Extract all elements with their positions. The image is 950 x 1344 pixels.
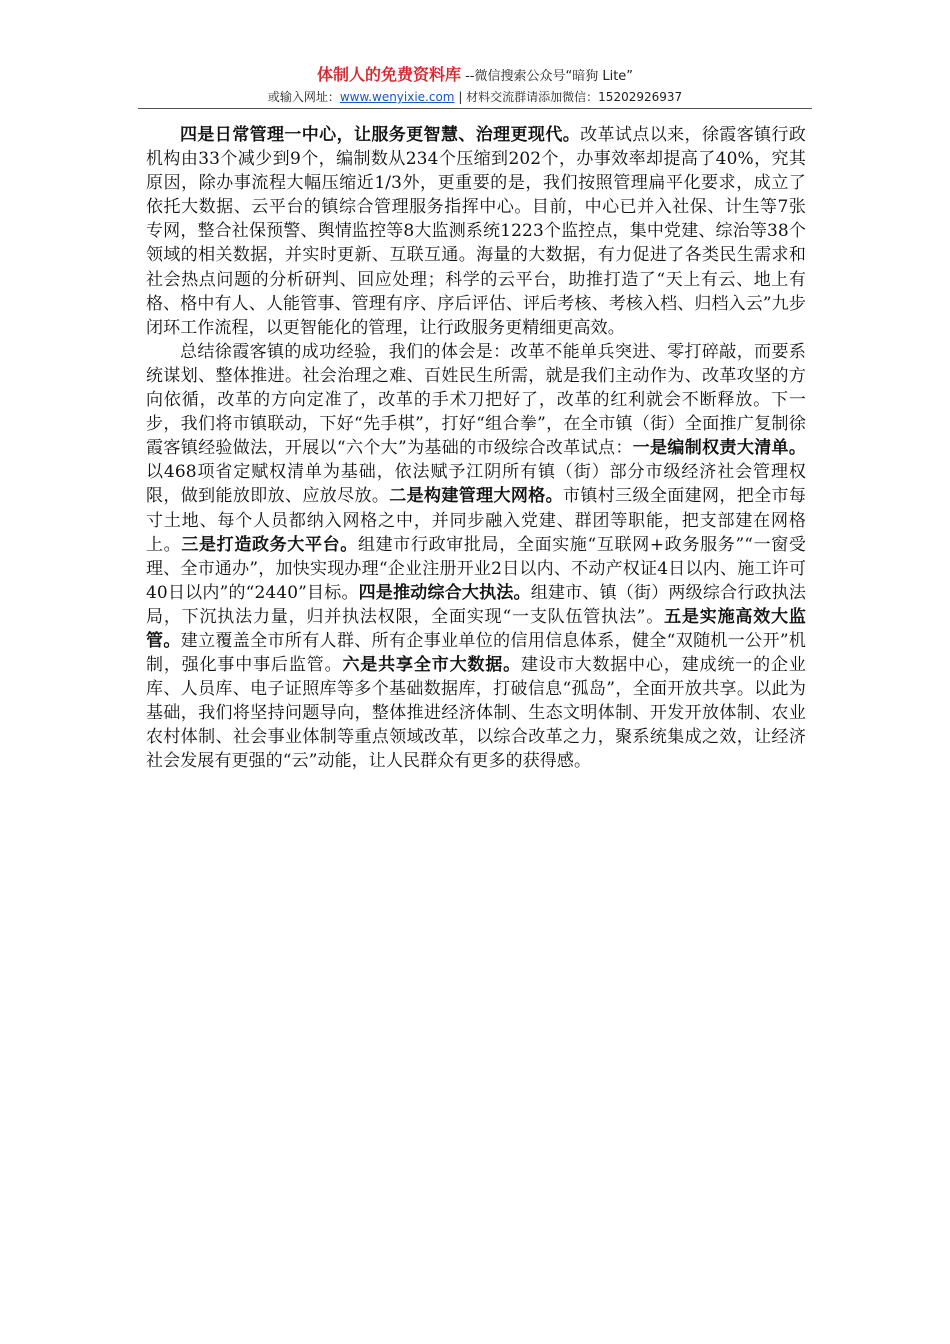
header-banner <box>0 66 950 86</box>
point-3-heading: 三是打造政务大平台。 <box>181 534 358 555</box>
document-body <box>146 123 806 774</box>
website-link[interactable]: www.wenyixie.com <box>339 90 455 104</box>
point-2-heading: 二是构建管理大网格。 <box>389 486 564 507</box>
paragraph-2-text-2: 以468项省定赋权清单为基础，依法赋予江阴所有镇（街）部分市级经济社会管理权限，做到能放即放、应放尽放。 <box>146 462 806 507</box>
point-5-heading: 五是实施高效大监管。 <box>146 606 806 651</box>
page-header <box>0 66 950 106</box>
point-6-heading: 六是共享全市大数据。 <box>342 655 522 676</box>
header-divider <box>138 108 812 109</box>
header-contact-line <box>0 88 950 106</box>
paragraph-2-text-8: 组建市、镇（街）两级综合行政执法局，下沉执法力量，归并执法权限，全面实现“一支队伍管执法”。 <box>146 582 806 627</box>
header-contact: | 材料交流群请添加微信：15202926937 <box>454 90 683 104</box>
paragraph-2-text-4: 市镇村三级全面建网，把全市每寸土地、每个人员都纳入网格之中，并同步融入党建、群团等职能，把支部建在网格上。 <box>146 486 807 555</box>
paragraph-1-bold-0: 四是日常管理一中心，让服务更智慧、治理更现代。 <box>180 125 581 145</box>
paragraph-2-text-12: 建设市大数据中心，建成统一的企业库、人员库、电子证照库等多个基础数据库，打破信息“孤岛”，全面开放共享。以此为基础，我们将坚持问题导向，整体推进经济体制、生态文明体制、开发开放体制、农业农村体制、社会事业体制等重点领域改革，以综合改革之力，聚系统集成之效，让经济社会发展有更强的“云”动能，让人民群众有更多的获得感。 <box>146 655 806 772</box>
point-4-heading: 四是推动综合大执法。 <box>358 582 531 603</box>
header-url-prefix: 或输入网址： <box>267 90 340 104</box>
paragraph-2-text-6: 组建市行政审批局，全面实施“互联网+政务服务”“一窗受理、全市通办”，加快实现办理“企业注册开业2日以内、不动产权证4日以内、施工许可40日以内”的“2440”目标。 <box>146 534 807 603</box>
paragraph-2 <box>146 340 806 774</box>
paragraph-1-text-1: 改革试点以来，徐霞客镇行政机构由33个减少到9个，编制数从234个压缩到202个，办事效率却提高了40%，究其原因，除办事流程大幅压缩近1/3外，更重要的是，我们按照管理扁平化要求，成立了依托大数据、云平台的镇综合管理服务指挥中心。目前，中心已并入社保、计生等7张专网，整合社保预警、舆情监控等8大监测系统1223个监控点，集中党建、综治等38个领域的相关数据，并实时更新、互联互通。海量的大数据，有力促进了各类民生需求和社会热点问题的分析研判、回应处理；科学的云平台，助推打造了“天上有云、地上有格、格中有人、人能管事、管理有序、序后评估、评后考核、考核入档、归档入云”九步闭环工作流程，以更智能化的管理，让行政服务更精细更高效。 <box>146 125 806 338</box>
point-1-heading: 一是编制权责大清单。 <box>632 438 807 459</box>
header-brand: 体制人的免费资料库 <box>316 65 461 84</box>
header-tagline: --微信搜索公众号“暗狗 Lite” <box>460 69 634 84</box>
paragraph-1 <box>146 123 806 340</box>
paragraph-2-text-0: 总结徐霞客镇的成功经验，我们的体会是：改革不能单兵突进、零打碎敲，而要系统谋划、整体推进。社会治理之难、百姓民生所需，就是我们主动作为、改革攻坚的方向依循，改革的方向定准了，改革的手术刀把好了，改革的红利就会不断释放。下一步，我们将市镇联动，下好“先手棋”，打好“组合拳”，在全市镇（街）全面推广复制徐霞客镇经验做法，开展以“六个大”为基础的市级综合改革试点： <box>146 341 806 459</box>
paragraph-2-text-10: 建立覆盖全市所有人群、所有企事业单位的信用信息体系，健全“双随机一公开”机制，强化事中事后监管。 <box>146 630 806 676</box>
